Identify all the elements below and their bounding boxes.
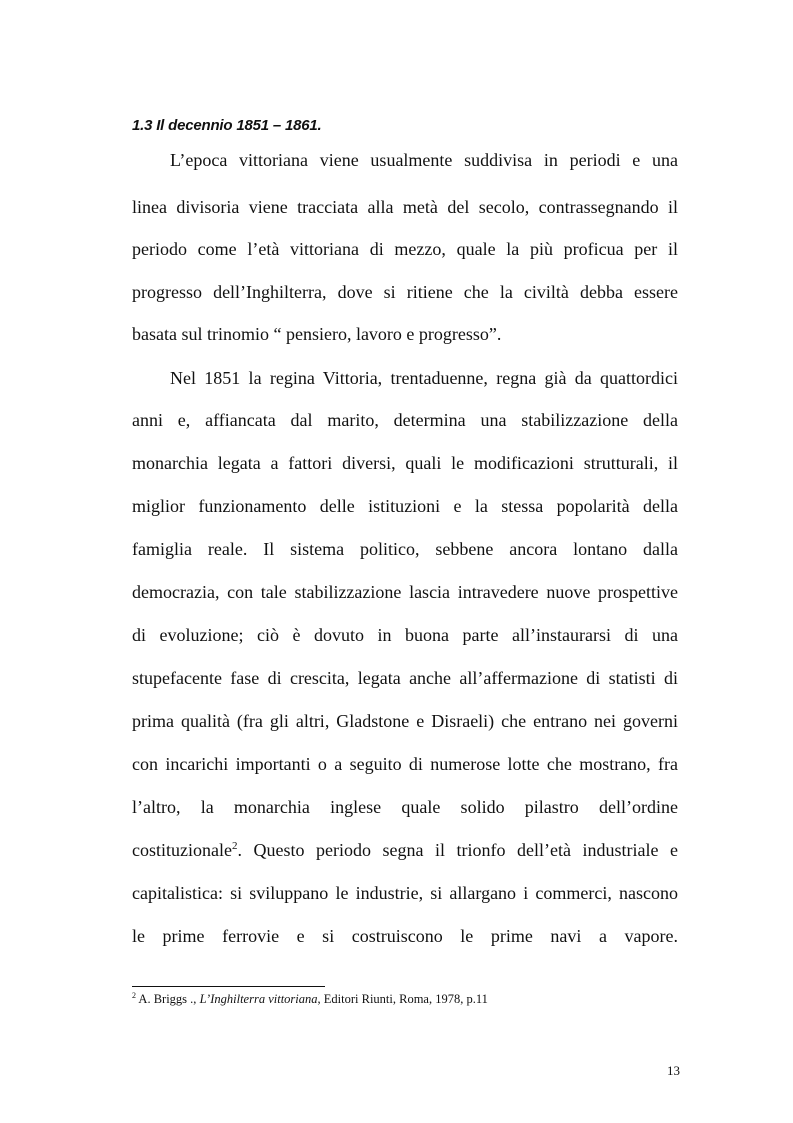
section-heading: 1.3 Il decennio 1851 – 1861. <box>132 117 322 134</box>
footnote-number: 2 <box>132 990 136 1000</box>
text-fragment: . Questo periodo segna il trionfo dell’età industriale e <box>237 840 678 860</box>
paragraph-line: monarchia legata a fattori diversi, quali le modificazioni strutturali, il <box>132 453 678 473</box>
paragraph-line: democrazia, con tale stabilizzazione lascia intravedere nuove prospettive <box>132 582 678 602</box>
paragraph-line: l’altro, la monarchia inglese quale solido pilastro dell’ordine <box>132 797 678 817</box>
footnote-reference: 2 <box>231 840 238 852</box>
footnote <box>132 992 488 1007</box>
page-number: 13 <box>667 1063 680 1078</box>
paragraph-line: famiglia reale. Il sistema politico, sebbene ancora lontano dalla <box>132 539 678 559</box>
paragraph-line: di evoluzione; ciò è dovuto in buona parte all’instaurarsi di una <box>132 625 678 645</box>
paragraph-line: anni e, affiancata dal marito, determina una stabilizzazione della <box>132 410 678 430</box>
footnote-divider <box>132 986 325 987</box>
paragraph-line: prima qualità (fra gli altri, Gladstone e Disraeli) che entrano nei governi <box>132 711 678 731</box>
footnote-title: L’Inghilterra vittoriana <box>199 992 318 1006</box>
text-fragment: costituzionale <box>132 840 232 860</box>
footnote-publication: , Editori Riunti, Roma, 1978, p.11 <box>317 992 488 1006</box>
paragraph-line: capitalistica: si sviluppano le industrie, si allargano i commerci, nascono <box>132 883 678 903</box>
paragraph-line: basata sul trinomio “ pensiero, lavoro e progresso”. <box>132 324 502 344</box>
paragraph-line: le prime ferrovie e si costruiscono le prime navi a vapore. <box>132 926 678 946</box>
paragraph-line: L’epoca vittoriana viene usualmente suddivisa in periodi e una <box>170 150 678 170</box>
paragraph-line <box>132 839 678 861</box>
paragraph-line: linea divisoria viene tracciata alla metà del secolo, contrassegnando il <box>132 197 678 217</box>
footnote-author: A. Briggs ., <box>136 992 200 1006</box>
paragraph-line: miglior funzionamento delle istituzioni e la stessa popolarità della <box>132 496 678 516</box>
paragraph-line: periodo come l’età vittoriana di mezzo, quale la più proficua per il <box>132 239 678 259</box>
paragraph-line: stupefacente fase di crescita, legata anche all’affermazione di statisti di <box>132 668 678 688</box>
paragraph-line: con incarichi importanti o a seguito di numerose lotte che mostrano, fra <box>132 754 678 774</box>
paragraph-line: progresso dell’Inghilterra, dove si ritiene che la civiltà debba essere <box>132 282 678 302</box>
paragraph-line: Nel 1851 la regina Vittoria, trentaduenne, regna già da quattordici <box>170 368 678 388</box>
